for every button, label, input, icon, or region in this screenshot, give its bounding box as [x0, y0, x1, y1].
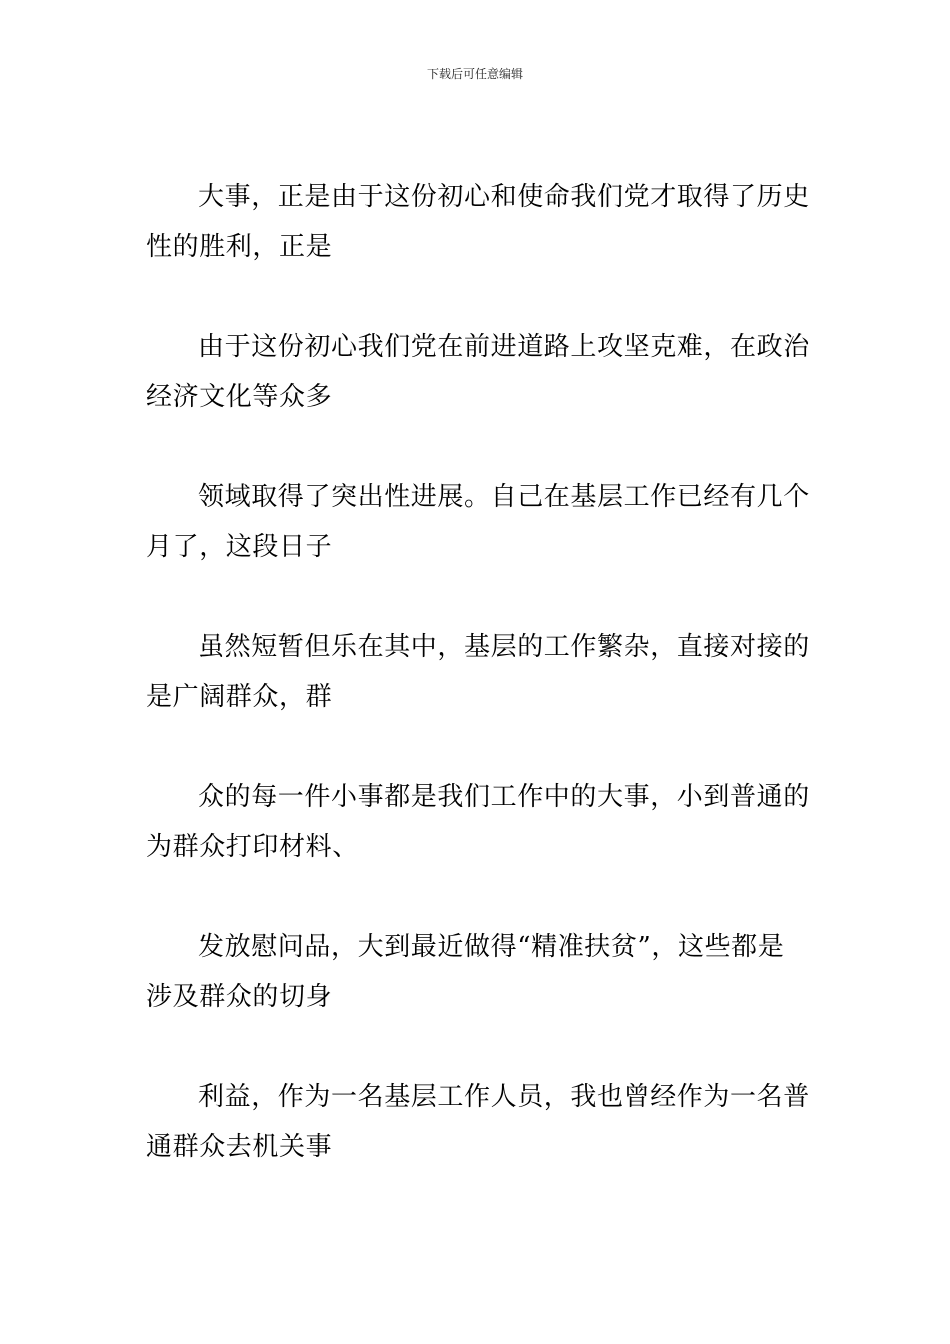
paragraph-3-line-2: 月了，这段日子	[146, 532, 333, 562]
paragraph-6-line-1: 发放慰问品，大到最近做得“精准扶贫”，这些都是	[198, 932, 785, 962]
page-header: 下载后可任意编辑	[426, 67, 523, 81]
paragraph-7-line-1: 利益，作为一名基层工作人员，我也曾经作为一名普	[198, 1082, 810, 1112]
paragraph-3	[146, 472, 810, 572]
paragraph-5-line-2: 为群众打印材料、	[146, 832, 359, 862]
paragraph-4-line-2: 是广阔群众，群	[146, 682, 333, 712]
paragraph-3-line-1: 领域取得了突出性进展。自己在基层工作已经有几个	[198, 482, 810, 512]
paragraph-2	[146, 322, 810, 422]
paragraph-1-line-1: 大事，正是由于这份初心和使命我们党才取得了历史	[198, 182, 810, 212]
paragraph-1-line-2: 性的胜利，正是	[146, 232, 333, 262]
paragraph-4-line-1: 虽然短暂但乐在其中，基层的工作繁杂，直接对接的	[198, 632, 810, 662]
paragraph-6	[146, 922, 810, 1022]
paragraph-2-line-2: 经济文化等众多	[146, 382, 333, 412]
paragraph-6-line-2: 涉及群众的切身	[146, 982, 333, 1012]
paragraph-5	[146, 772, 810, 872]
paragraph-2-line-1: 由于这份初心我们党在前进道路上攻坚克难，在政治	[198, 332, 810, 362]
paragraph-4	[146, 622, 810, 722]
paragraph-7-line-2: 通群众去机关事	[146, 1132, 333, 1162]
paragraph-5-line-1: 众的每一件小事都是我们工作中的大事，小到普通的	[198, 782, 810, 812]
paragraph-1	[146, 172, 810, 272]
paragraph-7	[146, 1072, 810, 1172]
